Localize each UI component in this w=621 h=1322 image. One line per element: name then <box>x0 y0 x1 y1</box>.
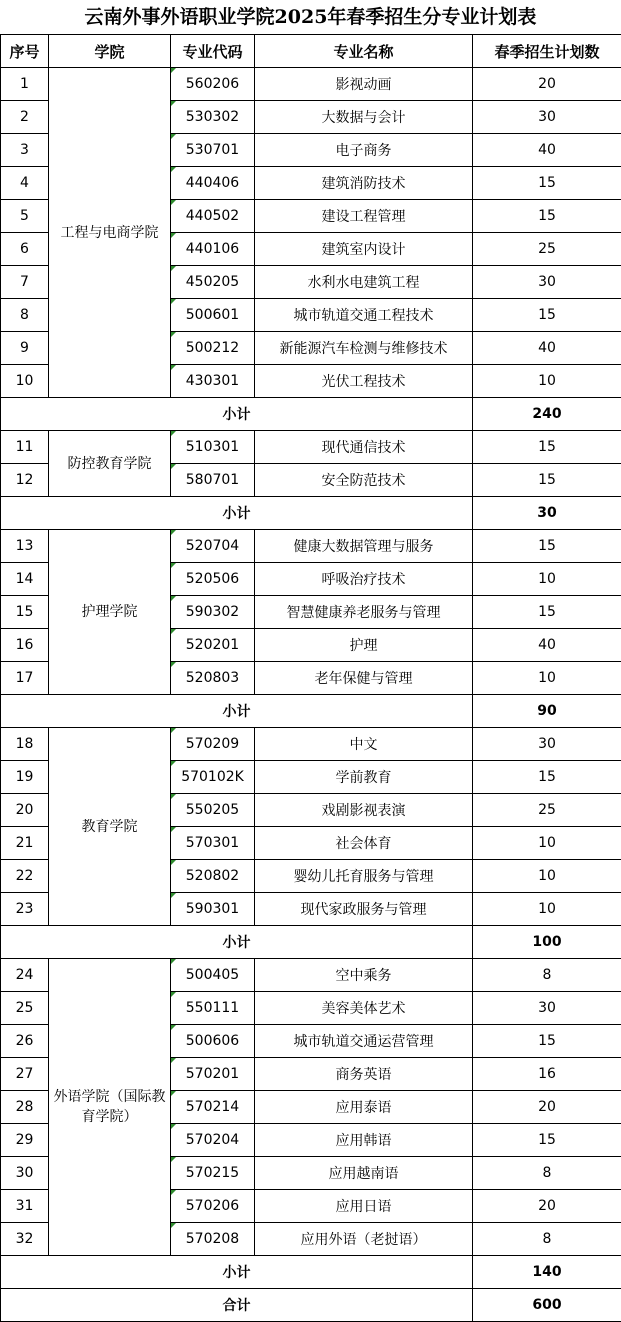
major-name-cell: 智慧健康养老服务与管理 <box>255 596 473 629</box>
subtotal-row <box>1 497 621 530</box>
subtotal-label: 小计 <box>1 398 473 431</box>
major-name-cell: 建筑消防技术 <box>255 167 473 200</box>
header-major-name: 专业名称 <box>255 35 473 68</box>
major-code-cell: 590302 <box>171 596 255 629</box>
major-name-cell: 应用越南语 <box>255 1157 473 1190</box>
plan-cell: 30 <box>473 101 621 134</box>
major-name-cell: 社会体育 <box>255 827 473 860</box>
major-name-cell: 安全防范技术 <box>255 464 473 497</box>
table-row <box>1 959 621 992</box>
major-code-cell: 560206 <box>171 68 255 101</box>
major-code-cell: 430301 <box>171 365 255 398</box>
plan-cell: 8 <box>473 1223 621 1256</box>
major-code-cell: 500606 <box>171 1025 255 1058</box>
major-name-cell: 老年保健与管理 <box>255 662 473 695</box>
major-code-cell: 570208 <box>171 1223 255 1256</box>
major-code-cell: 530701 <box>171 134 255 167</box>
plan-cell: 15 <box>473 1025 621 1058</box>
subtotal-label: 小计 <box>1 1256 473 1289</box>
serial-cell: 22 <box>1 860 49 893</box>
college-cell: 外语学院（国际教育学院） <box>49 959 171 1256</box>
serial-cell: 21 <box>1 827 49 860</box>
plan-cell: 15 <box>473 530 621 563</box>
major-code-cell: 440106 <box>171 233 255 266</box>
subtotal-row <box>1 398 621 431</box>
plan-cell: 20 <box>473 68 621 101</box>
major-code-cell: 580701 <box>171 464 255 497</box>
major-name-cell: 美容美体艺术 <box>255 992 473 1025</box>
serial-cell: 32 <box>1 1223 49 1256</box>
serial-cell: 27 <box>1 1058 49 1091</box>
serial-cell: 3 <box>1 134 49 167</box>
major-name-cell: 水利水电建筑工程 <box>255 266 473 299</box>
major-code-cell: 440502 <box>171 200 255 233</box>
subtotal-row <box>1 695 621 728</box>
header-serial: 序号 <box>1 35 49 68</box>
major-name-cell: 城市轨道交通运营管理 <box>255 1025 473 1058</box>
college-cell: 工程与电商学院 <box>49 68 171 398</box>
major-code-cell: 500405 <box>171 959 255 992</box>
serial-cell: 24 <box>1 959 49 992</box>
table-header-row <box>1 35 621 68</box>
serial-cell: 30 <box>1 1157 49 1190</box>
major-name-cell: 现代家政服务与管理 <box>255 893 473 926</box>
plan-cell: 15 <box>473 761 621 794</box>
serial-cell: 31 <box>1 1190 49 1223</box>
major-code-cell: 570301 <box>171 827 255 860</box>
major-code-cell: 570201 <box>171 1058 255 1091</box>
major-code-cell: 520506 <box>171 563 255 596</box>
plan-cell: 10 <box>473 365 621 398</box>
major-code-cell: 440406 <box>171 167 255 200</box>
major-name-cell: 戏剧影视表演 <box>255 794 473 827</box>
serial-cell: 19 <box>1 761 49 794</box>
serial-cell: 9 <box>1 332 49 365</box>
major-name-cell: 现代通信技术 <box>255 431 473 464</box>
enrollment-plan-table <box>0 34 621 1322</box>
major-name-cell: 商务英语 <box>255 1058 473 1091</box>
college-cell: 护理学院 <box>49 530 171 695</box>
major-name-cell: 护理 <box>255 629 473 662</box>
major-name-cell: 光伏工程技术 <box>255 365 473 398</box>
major-name-cell: 呼吸治疗技术 <box>255 563 473 596</box>
major-code-cell: 550111 <box>171 992 255 1025</box>
college-cell: 教育学院 <box>49 728 171 926</box>
serial-cell: 12 <box>1 464 49 497</box>
plan-cell: 10 <box>473 827 621 860</box>
major-code-cell: 500601 <box>171 299 255 332</box>
subtotal-value: 100 <box>473 926 621 959</box>
major-name-cell: 应用韩语 <box>255 1124 473 1157</box>
major-code-cell: 520201 <box>171 629 255 662</box>
plan-cell: 15 <box>473 1124 621 1157</box>
plan-cell: 40 <box>473 134 621 167</box>
serial-cell: 29 <box>1 1124 49 1157</box>
serial-cell: 17 <box>1 662 49 695</box>
major-name-cell: 空中乘务 <box>255 959 473 992</box>
major-code-cell: 520803 <box>171 662 255 695</box>
subtotal-value: 90 <box>473 695 621 728</box>
plan-cell: 30 <box>473 992 621 1025</box>
serial-cell: 11 <box>1 431 49 464</box>
plan-cell: 15 <box>473 200 621 233</box>
major-name-cell: 电子商务 <box>255 134 473 167</box>
major-code-cell: 550205 <box>171 794 255 827</box>
serial-cell: 4 <box>1 167 49 200</box>
table-row <box>1 431 621 464</box>
serial-cell: 14 <box>1 563 49 596</box>
total-value: 600 <box>473 1289 621 1322</box>
major-name-cell: 婴幼儿托育服务与管理 <box>255 860 473 893</box>
major-name-cell: 城市轨道交通工程技术 <box>255 299 473 332</box>
major-code-cell: 570215 <box>171 1157 255 1190</box>
serial-cell: 18 <box>1 728 49 761</box>
total-label: 合计 <box>1 1289 473 1322</box>
plan-cell: 8 <box>473 959 621 992</box>
subtotal-row <box>1 1256 621 1289</box>
plan-cell: 15 <box>473 464 621 497</box>
subtotal-value: 240 <box>473 398 621 431</box>
major-name-cell: 应用泰语 <box>255 1091 473 1124</box>
plan-cell: 10 <box>473 860 621 893</box>
subtotal-value: 140 <box>473 1256 621 1289</box>
plan-cell: 40 <box>473 332 621 365</box>
subtotal-label: 小计 <box>1 497 473 530</box>
major-code-cell: 530302 <box>171 101 255 134</box>
serial-cell: 23 <box>1 893 49 926</box>
plan-cell: 10 <box>473 893 621 926</box>
major-code-cell: 570204 <box>171 1124 255 1157</box>
plan-cell: 15 <box>473 431 621 464</box>
header-spring-plan: 春季招生计划数 <box>473 35 621 68</box>
major-name-cell: 中文 <box>255 728 473 761</box>
serial-cell: 10 <box>1 365 49 398</box>
header-college: 学院 <box>49 35 171 68</box>
subtotal-value: 30 <box>473 497 621 530</box>
major-code-cell: 570214 <box>171 1091 255 1124</box>
serial-cell: 28 <box>1 1091 49 1124</box>
college-cell: 防控教育学院 <box>49 431 171 497</box>
major-code-cell: 590301 <box>171 893 255 926</box>
serial-cell: 2 <box>1 101 49 134</box>
serial-cell: 20 <box>1 794 49 827</box>
serial-cell: 26 <box>1 1025 49 1058</box>
major-code-cell: 570102K <box>171 761 255 794</box>
serial-cell: 16 <box>1 629 49 662</box>
serial-cell: 25 <box>1 992 49 1025</box>
serial-cell: 8 <box>1 299 49 332</box>
major-code-cell: 500212 <box>171 332 255 365</box>
plan-cell: 30 <box>473 728 621 761</box>
major-name-cell: 新能源汽车检测与维修技术 <box>255 332 473 365</box>
major-code-cell: 570209 <box>171 728 255 761</box>
major-code-cell: 510301 <box>171 431 255 464</box>
plan-cell: 30 <box>473 266 621 299</box>
serial-cell: 1 <box>1 68 49 101</box>
major-code-cell: 570206 <box>171 1190 255 1223</box>
serial-cell: 6 <box>1 233 49 266</box>
plan-cell: 20 <box>473 1190 621 1223</box>
plan-cell: 15 <box>473 596 621 629</box>
subtotal-row <box>1 926 621 959</box>
table-row <box>1 728 621 761</box>
plan-cell: 10 <box>473 662 621 695</box>
total-row <box>1 1289 621 1322</box>
plan-cell: 40 <box>473 629 621 662</box>
plan-cell: 16 <box>473 1058 621 1091</box>
major-name-cell: 应用外语（老挝语） <box>255 1223 473 1256</box>
table-row <box>1 68 621 101</box>
table-row <box>1 530 621 563</box>
plan-cell: 15 <box>473 299 621 332</box>
major-name-cell: 健康大数据管理与服务 <box>255 530 473 563</box>
plan-cell: 8 <box>473 1157 621 1190</box>
plan-cell: 20 <box>473 1091 621 1124</box>
plan-cell: 25 <box>473 233 621 266</box>
subtotal-label: 小计 <box>1 695 473 728</box>
subtotal-label: 小计 <box>1 926 473 959</box>
header-major-code: 专业代码 <box>171 35 255 68</box>
serial-cell: 15 <box>1 596 49 629</box>
major-name-cell: 建设工程管理 <box>255 200 473 233</box>
serial-cell: 5 <box>1 200 49 233</box>
major-name-cell: 学前教育 <box>255 761 473 794</box>
page-title: 云南外事外语职业学院2025年春季招生分专业计划表 <box>0 0 621 34</box>
major-name-cell: 建筑室内设计 <box>255 233 473 266</box>
major-name-cell: 应用日语 <box>255 1190 473 1223</box>
plan-cell: 25 <box>473 794 621 827</box>
serial-cell: 7 <box>1 266 49 299</box>
plan-cell: 10 <box>473 563 621 596</box>
major-name-cell: 影视动画 <box>255 68 473 101</box>
serial-cell: 13 <box>1 530 49 563</box>
major-code-cell: 520704 <box>171 530 255 563</box>
major-name-cell: 大数据与会计 <box>255 101 473 134</box>
plan-cell: 15 <box>473 167 621 200</box>
major-code-cell: 450205 <box>171 266 255 299</box>
major-code-cell: 520802 <box>171 860 255 893</box>
